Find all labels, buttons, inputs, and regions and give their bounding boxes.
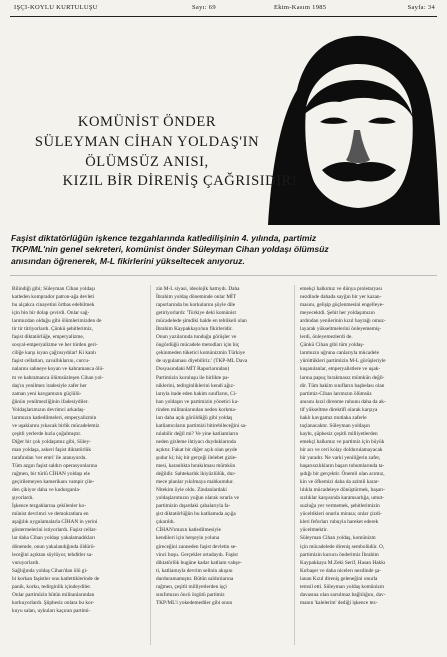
column-text-line: larıyla itade eden hakim sınıfların, Ci- bbox=[156, 390, 237, 397]
column-text-line: mücadelede şimdiki halde en tehlikeli olan bbox=[156, 318, 247, 325]
column-text-line: CİHAN'ımızın katledilmesiyle bbox=[156, 527, 221, 534]
column-text-line: çıkarıldı. bbox=[156, 519, 175, 526]
column-text-line: geçirilemeyen kamerikanı vampir çile- bbox=[12, 479, 95, 486]
column-text-line: rağmen, bir türlü CİHAN yoldaşı ele bbox=[12, 471, 90, 478]
article-column-1 bbox=[12, 285, 148, 615]
column-text-line: şudur ki; hiç bir gerçeği ilelebet gizle- bbox=[156, 454, 237, 461]
column-text-line: tarafından 'ver emri' ile aranıyordu. bbox=[12, 454, 87, 461]
column-text-line: nalarını sahneye koyan ve kahramanca ölü- bbox=[12, 366, 104, 373]
headline bbox=[22, 112, 272, 172]
article-column-2 bbox=[156, 285, 292, 607]
masthead-rule bbox=[10, 16, 437, 17]
column-text-line: haklı kavgamız mutlaka zaferle bbox=[300, 414, 367, 421]
headline-line-4: KIZIL BİR DİRENİŞ ÇAĞRISIDIR! bbox=[62, 173, 298, 189]
column-text-line: anısını kızıl direnme ruhunu daha da ak- bbox=[300, 398, 386, 405]
column-text-line: larına papuç bırakmasız mümkün değil- bbox=[300, 374, 385, 381]
column-text-line: kin ve öfkemizi daha da azimli karar- bbox=[300, 479, 380, 486]
column-text-line: tir tir titriyorlardı. Çünkü şehitlerimiz, bbox=[12, 326, 93, 333]
column-text-line: çekinmeden tüketici komünizmin Türkiye bbox=[156, 350, 245, 357]
column-text-line: larımızın uğruna canlarıyla mücadele bbox=[300, 350, 379, 357]
masthead bbox=[14, 4, 435, 14]
column-text-line: Dosyasındaki MİT Raporlarından) bbox=[156, 366, 230, 373]
column-text-line: göstermelerini istiyorlardı. Faşist cellat- bbox=[12, 527, 97, 534]
column-divider bbox=[150, 285, 151, 645]
column-text-line: zaman yeni kavgamızın güçlülü- bbox=[12, 390, 82, 397]
column-text-line: partimizin kurucu önderimiz İbrahim bbox=[300, 551, 379, 558]
issue-number: Sayı: 69 bbox=[192, 4, 216, 11]
column-text-line: aşağılık uygulamalarla CİHAN in yerini bbox=[12, 519, 98, 526]
column-text-line: için bin bir dolap çevirdi. Onlar sağ- bbox=[12, 310, 90, 317]
column-text-line: İbrahim yoldaş döneminde onlar MİT bbox=[156, 294, 237, 301]
column-text-line: kleri feforları rubuyla hareket ederek bbox=[300, 519, 379, 526]
article-column-3 bbox=[300, 285, 436, 607]
column-text-line: Yoldaşlarımızın devrimci arkadaş- bbox=[12, 406, 86, 413]
column-text-line: daş'ın yenilmez iradesiyle zafer her bbox=[12, 382, 87, 389]
column-text-line: başarısızlıkların başarı tohumlarında ta- bbox=[300, 463, 385, 470]
column-text-line: sızlıklar karşısında karamsarlığa, umut- bbox=[300, 495, 384, 502]
column-text-line: de uygulaması diyebiliriz.' (TKP-ML Dava bbox=[156, 358, 248, 365]
column-text-line: partimiz-Cihan larımızın ölümsüz bbox=[300, 390, 372, 397]
column-text-line: ciliğe karşı isyan çağrısıydılar! Ki kanlı bbox=[12, 350, 96, 357]
lead-line: anısından öğrenerek, M-L fikirlerini yükseltecek anıyoruz. bbox=[11, 255, 245, 266]
column-text-line: faşist diktatörlüğe, emperyalizme, bbox=[12, 334, 85, 341]
column-text-line: diktatörlük bugüne kadar katliam vahşe- bbox=[156, 559, 242, 566]
column-text-line: kendileri için herşeyin yoluna bbox=[156, 535, 220, 542]
column-text-line: taçlanacaktır. Süleyman yoldaşın bbox=[300, 422, 370, 429]
lead-divider bbox=[10, 275, 437, 276]
column-text-line: değildir. Sahtekarlık ikiyüzlülük, dur- bbox=[156, 471, 236, 478]
column-text-line: dönemde, onun yakalandığında öldürü- bbox=[12, 543, 96, 550]
column-text-line: partimizin dışardaki çabalarıyla fa- bbox=[156, 503, 231, 510]
column-text-line: korkuyorlardı. Şüphesiz onlara bu kor- bbox=[12, 599, 95, 606]
column-text-line: münist devrimci ve demokratlara en bbox=[12, 511, 89, 518]
column-divider bbox=[294, 285, 295, 645]
column-text-line: manın 'kalelerim' dediği işkence tez- bbox=[300, 599, 378, 606]
column-text-line: ları daha açık görüldüğü gibi yoldaş bbox=[156, 414, 233, 421]
column-text-line: ve uşaklarını yıkacak birlik mücadelemiz bbox=[12, 422, 100, 429]
column-text-line: Çünkü Cihan gibi tüm yoldaş- bbox=[300, 342, 365, 349]
column-text-line: zin M-L siyasi, ideolojik hattıydı. Daha bbox=[156, 286, 240, 292]
column-text-line: rağmen, çeşitli milliyetlerden işçi bbox=[156, 583, 227, 590]
column-text-line: neden gizleme ihtiyacı duyduklarında bbox=[156, 438, 236, 445]
column-text-line: panik, korku, tedirginlik içindeydiler. bbox=[12, 583, 92, 590]
portrait-illustration bbox=[262, 20, 444, 230]
column-text-line: man yoldaşa, askeri faşist diktatörlük bbox=[12, 446, 91, 453]
column-text-line: han yoldaşın ve partimizin yönetici ka- bbox=[156, 398, 239, 405]
column-text-line: rinden militanlarından neden korkma- bbox=[156, 406, 237, 413]
column-text-line: den çikiyor daha ve kudurganla- bbox=[12, 487, 81, 494]
column-text-line: masını, gelişip güçlenmesini engelleye- bbox=[300, 302, 384, 309]
column-text-line: kaybı, şüphesiz çeşitli milliyetlerden bbox=[300, 430, 378, 437]
column-text-line: vuruyorlardı. bbox=[12, 559, 40, 566]
column-text-line: Kaypakkaya M.Zeki Serif, Hasan Hakkı bbox=[300, 559, 386, 566]
column-text-line: davasına olan sarsılmaz bağlılığını, dav- bbox=[300, 591, 386, 598]
column-text-line: sınıfımızın öncü örgütü partimiz bbox=[156, 591, 225, 598]
column-text-line: yoldaşlarımızın yoğun olarak ısrarla ve bbox=[156, 495, 239, 502]
column-text-line: ğünün yenilmezliğinin ifadesiydiler. bbox=[12, 398, 89, 405]
column-text-line: Partimizin kuruluşu ile birlikte pa- bbox=[156, 374, 230, 381]
column-text-line: nezdinde dahada sayğın bir yer kazan- bbox=[300, 294, 382, 301]
column-text-line: lerdi, önleyemezlerdi de. bbox=[300, 334, 353, 341]
column-text-line: Onlar partimizin bütün militanlarından bbox=[12, 591, 95, 598]
column-text-line: raporlarında bu korkularını şöyle dile bbox=[156, 302, 236, 309]
column-text-line: emekçi halkımız ve partimiz için büyük bbox=[300, 438, 385, 445]
column-text-line: şist diktatörlüğün bu katliamıda açığa bbox=[156, 511, 236, 518]
column-text-line: larımızdan olduğu gibi ölümlerimizden de bbox=[12, 318, 102, 325]
column-text-line: Bilindiği gibi; Süleyman Cihan yoldaşı bbox=[12, 286, 95, 292]
column-text-line: İşkence tezgahlarına çekilenler ko- bbox=[12, 503, 86, 510]
column-text-line: niklerini, tedirginliklerini kendi ağız- bbox=[156, 382, 235, 389]
column-text-line: çeşitli yerlerde hızla çoğalmıştır. bbox=[12, 430, 82, 437]
column-text-line: Süleyman Cihan yoldaş, komünizm bbox=[300, 535, 376, 542]
publication-name: IŞÇI-KOYLU KURTULUŞU bbox=[14, 4, 98, 11]
column-text-line: leceğini açıktan söylüyor, tehditler sa- bbox=[12, 551, 93, 558]
column-text-line: lılıkla mücadeleye dönüştürmek, başarı- bbox=[300, 487, 386, 494]
column-text-line: ti, katliamıyla devrim selinin akışını bbox=[156, 567, 233, 574]
column-text-line: m ve kahramanca ölümsüzleşen Cihan yol- bbox=[12, 374, 104, 381]
column-text-line: Nitekim öyle oldu. Zindanlardaki bbox=[156, 487, 227, 494]
column-text-line: vinci boşu. Gerçekler ortadaydı. Faşist bbox=[156, 551, 238, 558]
column-text-line: dir. Tüm hakim sınıfların başbelası olan bbox=[300, 382, 385, 389]
column-text-line: mesi, karanlıkta bırakılması mümkün bbox=[156, 463, 236, 470]
column-text-line: gireceğini zanneden faşist devletin se- bbox=[156, 543, 237, 550]
column-text-line: suzluğa yer vermemek, şehitlerimizin bbox=[300, 503, 380, 510]
headline-line-2: SÜLEYMAN CİHAN YOLDAŞ'IN bbox=[34, 134, 260, 150]
lead-line: Faşist diktatörlüğün işkence tezgahlarında katledilişinin 4. yılında, partimiz bbox=[11, 233, 317, 243]
column-text-line: bir yaradır. Ne varki yeniliğerin zafer, bbox=[300, 454, 381, 461]
column-text-line: açıktır. Fakat bir diğer açık olan şeyde bbox=[156, 446, 238, 453]
lead-paragraph bbox=[11, 233, 439, 267]
column-text-line: mece planlar yıkılmaya mahkumdur. bbox=[156, 479, 234, 486]
column-text-line: TKP/ML'i yokedemediler gibi onun bbox=[156, 599, 233, 606]
column-text-line: bi korkan faşistler onu katlettiklerinde de bbox=[12, 575, 100, 582]
column-text-line: emekçi halkımız ve dünya proletaryası bbox=[300, 286, 383, 292]
column-text-line: kuşanılanlar, emperyalistlere ve uşak- bbox=[300, 366, 381, 373]
lead-line: TKP/ML'nin genel sekreteri, komünist önder Süleyman Cihan yoldaşı ölümsüz bbox=[11, 244, 329, 255]
column-text-line: Onun yazılarında tunduğu görüşler ve bbox=[156, 334, 237, 341]
headline-line-1: KOMÜNİST ÖNDER bbox=[77, 114, 217, 130]
column-text-line: faşist cellatları, zavallıklarını, curcu- bbox=[12, 358, 90, 365]
column-text-line: yürüttükleri partimizin M-L görüşleriyle bbox=[300, 358, 386, 365]
column-text-line: layarak yükseltmelerini önleyememiş- bbox=[300, 326, 382, 333]
column-text-line: getiriyorlardı: 'Türkiye deki komünist bbox=[156, 310, 236, 317]
column-text-line: bu alçakca cinayetini örtbas edebilmek bbox=[12, 302, 95, 309]
column-text-line: durduramamıştır. Bütün saldırılarına bbox=[156, 575, 234, 582]
column-text-line: Kırbaşer ve daha nicelerı nezdinde şa- bbox=[300, 567, 382, 574]
column-text-line: Tüm azgın faşist saldırı operasyonlarına bbox=[12, 463, 98, 470]
column-text-line: katliamcıların partimizi bitirebileceğini sa- bbox=[156, 422, 247, 429]
column-text-line: yüceltmektir. bbox=[300, 527, 328, 534]
column-text-line: lanan Kızıl direniş geleneğini onurla bbox=[300, 575, 378, 582]
column-text-line: yüceltikleri onurlu mirasa; onlar çizdi- bbox=[300, 511, 382, 518]
column-text-line: Sağlığında yoldaş Cihan'dan ölü gi- bbox=[12, 567, 88, 574]
column-text-line: lar daha Cihan yoldaşı yakalamadıkları bbox=[12, 535, 95, 542]
column-text-line: bir acı ve ceri kolay doldurulamayacak bbox=[300, 446, 383, 453]
column-text-line: tif yükseltme direktifi olarak karşıya bbox=[300, 406, 378, 413]
column-text-line: şıyorlardı. bbox=[12, 495, 34, 502]
headline-line-3: ÖLÜMSÜZ ANISI, bbox=[85, 154, 209, 170]
column-text-line: larımızın katledilmeleri, emperyalizmin bbox=[12, 414, 97, 421]
column-text-line: kuyu salan, uykuları kaçıran partimi- bbox=[12, 607, 91, 614]
column-text-line: katleden komprador patron-ağa devleti bbox=[12, 294, 95, 301]
column-text-line: nılabilir değil mi? Ve yine katliamların bbox=[156, 430, 239, 437]
column-text-line: Diğer bir çok yoldaşımız gibi, Süley- bbox=[12, 438, 91, 445]
column-text-line: ardından yenilerinin kızıl bayrağı omuz- bbox=[300, 318, 386, 325]
column-text-line: öngördüğü mücadele metodları için hiç bbox=[156, 342, 240, 349]
column-text-line: temsil etti. Süleyman yoldaş komünizm bbox=[300, 583, 385, 590]
column-text-line: meyecektdi. Şehit her yoldaşımızın bbox=[300, 310, 375, 317]
column-text-line: sosyal-emperyalizme ve her türden geri- bbox=[12, 342, 98, 349]
issue-date: Ekim-Kasım 1985 bbox=[274, 4, 327, 11]
page-number: Sayfa: 34 bbox=[407, 4, 435, 11]
column-text-line: İbrahim Kaypakkaya'nın fikirleridir. bbox=[156, 326, 233, 333]
column-text-line: için mücadelede direniş sembolüdür. O, bbox=[300, 543, 385, 550]
column-text-line: şıdığı bir gerçektir. Önemli olan acımız, bbox=[300, 471, 385, 478]
